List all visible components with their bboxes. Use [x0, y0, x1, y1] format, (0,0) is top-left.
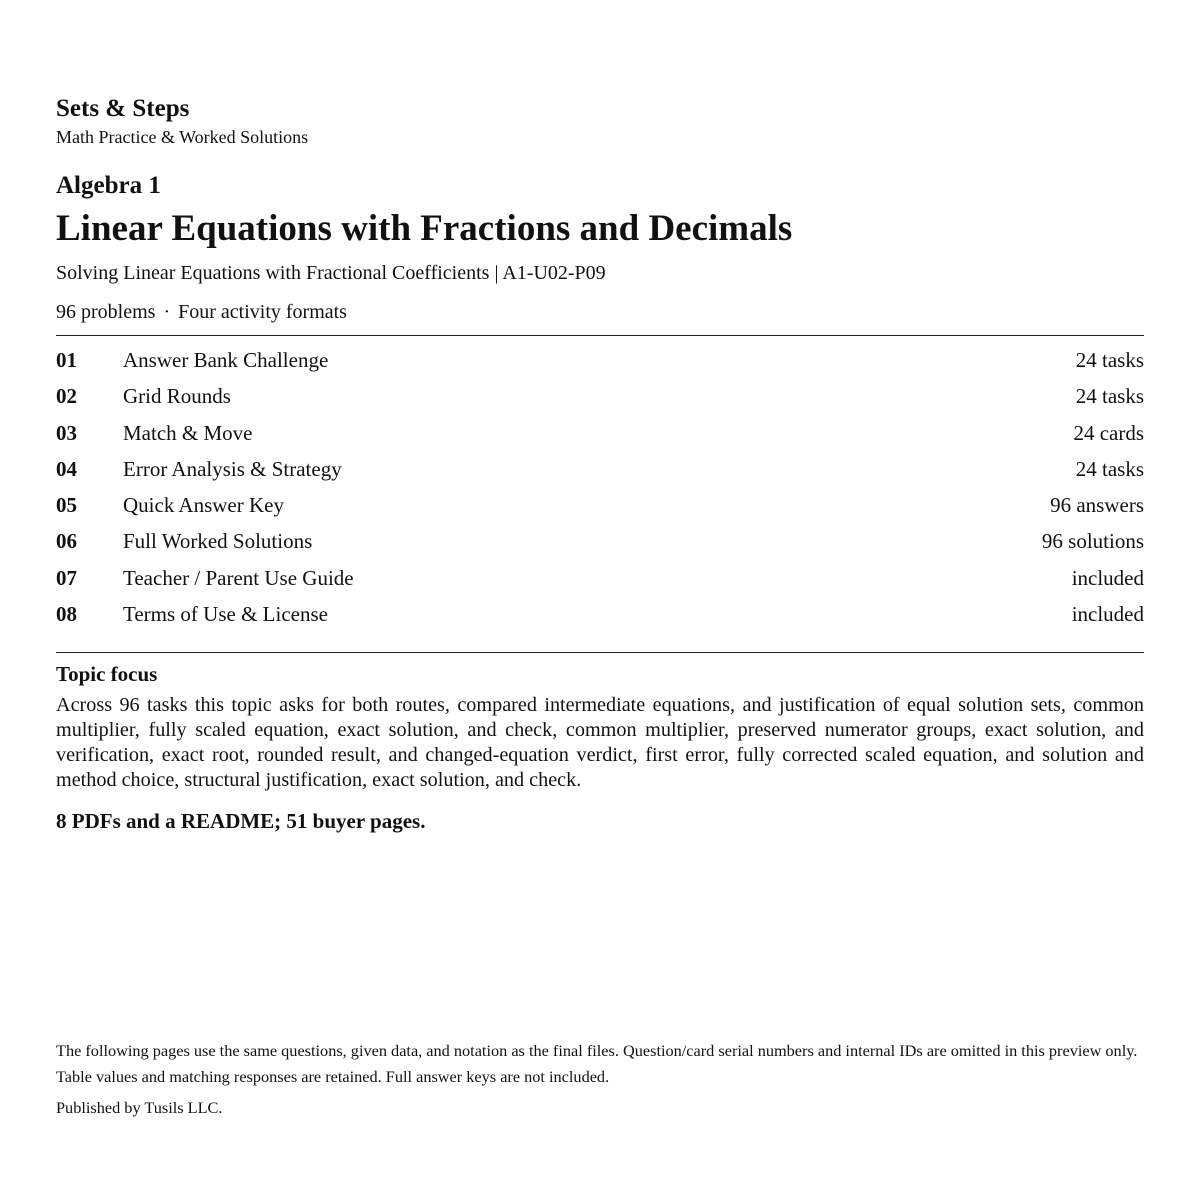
contents-item [56, 596, 1144, 632]
contents-item-label: Terms of Use & License [123, 602, 328, 627]
contents-item-number: 07 [56, 565, 77, 590]
contents-item-count: 24 cards [1073, 420, 1144, 445]
contents-item [56, 451, 1144, 487]
contents-item [56, 523, 1144, 559]
contents-item [56, 342, 1144, 378]
contents-item-count: 24 tasks [1075, 456, 1144, 481]
brand-name: Sets & Steps [56, 95, 190, 122]
preview-note: The following pages use the same questions, given data, and notation as the final files. Question/card serial numbers and internal IDs are omitted in this preview only. Table values and matching responses are retained. Full answer keys are not included. [56, 1041, 1138, 1086]
contents-item-number: 02 [56, 384, 77, 409]
contents-item-label: Answer Bank Challenge [123, 348, 329, 372]
contents-item-count: 24 tasks [1075, 348, 1144, 372]
publisher-line: Published by Tusils LLC. [56, 1098, 223, 1117]
page-title: Linear Equations with Fractions and Decimals [56, 208, 793, 249]
brand-tagline: Math Practice & Worked Solutions [56, 127, 309, 147]
contents-item-number: 06 [56, 529, 77, 554]
contents-item-number: 04 [56, 456, 77, 481]
topic-focus-heading: Topic focus [56, 662, 158, 686]
contents-item [56, 487, 1144, 523]
contents-item-count: 96 solutions [1041, 529, 1144, 554]
contents-item-label: Match & Move [123, 420, 253, 445]
contents-item-label: Full Worked Solutions [123, 529, 313, 554]
contents-item [56, 415, 1144, 451]
contents-item-number: 01 [56, 348, 77, 372]
contents-item-label: Grid Rounds [123, 384, 231, 409]
contents-item-count: 96 answers [1050, 493, 1144, 518]
contents-item-label: Quick Answer Key [123, 493, 284, 518]
divider-top [56, 335, 1144, 336]
activity-formats: Four activity formats [178, 301, 347, 323]
contents-item-number: 05 [56, 493, 77, 518]
page-subtitle: Solving Linear Equations with Fractional Coefficients | A1-U02-P09 [56, 262, 606, 284]
meta-separator: · [163, 301, 171, 323]
product-meta [56, 299, 347, 325]
contents-item-label: Teacher / Parent Use Guide [123, 565, 354, 590]
contents-item-count: included [1071, 565, 1144, 590]
deliverables-summary: 8 PDFs and a README; 51 buyer pages. [56, 809, 426, 833]
product-preview-page [56, 0, 1144, 1200]
contents-item-label: Error Analysis & Strategy [123, 456, 342, 481]
contents-item-count: included [1071, 602, 1144, 627]
problem-count: 96 problems [56, 301, 156, 323]
contents-list [56, 342, 1144, 632]
divider-bottom [56, 652, 1144, 653]
contents-item-count: 24 tasks [1075, 384, 1144, 409]
course-name: Algebra 1 [56, 172, 161, 199]
contents-item-number: 03 [56, 420, 77, 445]
contents-item [56, 378, 1144, 414]
contents-item [56, 560, 1144, 596]
topic-focus-body: Across 96 tasks this topic asks for both routes, compared intermediate equations, and justification of equal solution sets, common multiplier, fully scaled equation, exact solution, and check, common multiplier, preserved numerator groups, exact solution, and verification, exact root, rounded result, and changed-equation verdict, first error, fully corrected scaled equation, and solution and method choice, structural justification, exact solution, and check. [56, 694, 1144, 791]
contents-item-number: 08 [56, 602, 77, 627]
